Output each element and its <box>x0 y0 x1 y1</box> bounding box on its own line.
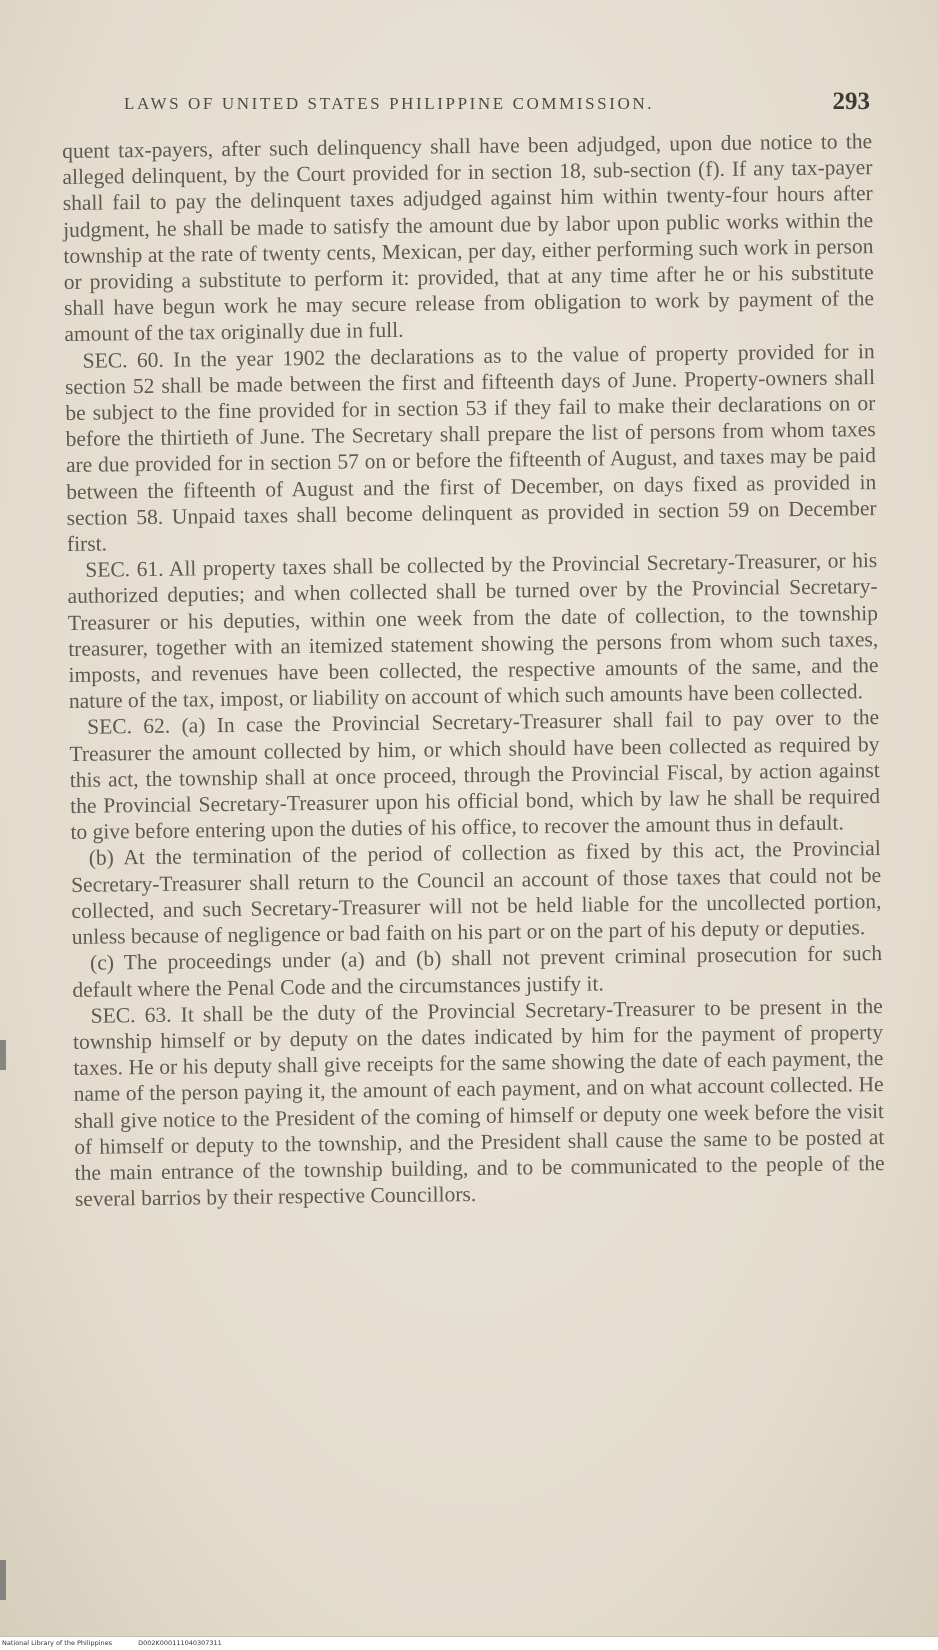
paragraph-sec-62a: SEC. 62. (a) In case the Provincial Secretary-Treasurer shall fail to pay over to the Treasurer the amount collected by him, or which should have been collected as required by this act, the township shall at once proceed, through the Provincial Fiscal, by action against the Provincial Secretary-Treasurer upon his official bond, which by law he shall be required to give before entering upon the duties of his office, to recover the amount thus in default. <box>69 705 881 845</box>
paragraph-sec-62c: (c) The proceedings under (a) and (b) shall not prevent criminal prosecution for such default where the Penal Code and the circumstances justify it. <box>72 941 883 1002</box>
page-number: 293 <box>832 88 870 115</box>
paragraph-sec-61: SEC. 61. All property taxes shall be collected by the Provincial Secretary-Treasurer, or his authorized deputies; and when collected shall be turned over by the Provincial Secretary-Treasurer or his deputies, within one week from the date of collection, to the township treasurer, together with an itemized statement showing the persons from whom such taxes, imposts, and revenues have been collected, the respective amounts of the same, and the nature of the tax, impost, or liability on account of which such amounts have been collected. <box>67 548 879 714</box>
footer-identifier: D002K000111040307311 <box>138 1639 222 1647</box>
paragraph-sec-60: SEC. 60. In the year 1902 the declarations as to the value of property provided for in section 52 shall be made between the first and fifteenth days of June. Property-owners shall be subject to the fine provided for in section 53 if they fail to make their declarations on or before the thirtieth of June. The Secretary shall prepare the list of persons from whom taxes are due provided for in section 57 on or before the fifteenth of August, and taxes may be paid between the fifteenth of August and the first of December, on days fixed as provided in section 58. Unpaid taxes shall become delinquent as provided in section 59 on December first. <box>64 338 877 557</box>
running-head: LAWS OF UNITED STATES PHILIPPINE COMMISSION. <box>124 94 655 113</box>
paragraph-continuation: quent tax-payers, after such delinquency shall have been adjudged, upon due notice to the alleged delinquent, by the Court provided for in section 18, sub-section (f). If any tax-payer shall fail to pay the delinquent taxes adjudged against him within twenty-four hours after judgment, he shall be made to satisfy the amount due by labor upon public works within the township at the rate of twenty cents, Mexican, per day, either performing such work in person or providing a substitute to perform it: provided, that at any time after he or his substitute shall have begun work he may secure release from obligation to work by payment of the amount of the tax originally due in full. <box>62 129 875 347</box>
scan-edge-mark <box>0 1040 6 1070</box>
paragraph-sec-62b: (b) At the termination of the period of collection as fixed by this act, the Provincial Secretary-Treasurer shall return to the Council an account of those taxes that could not be collected, and such Secretary-Treasurer will not be held liable for the uncollected portion, unless because of negligence or bad faith on his part or on the part of his deputy or deputies. <box>70 836 882 950</box>
paragraph-sec-63: SEC. 63. It shall be the duty of the Provincial Secretary-Treasurer to be present in the township himself or by deputy on the dates indicated by him for the payment of property taxes. He or his deputy shall give receipts for the same showing the date of each payment, the name of the person paying it, the amount of each payment, and on what account collected. He shall give notice to the President of the coming of himself or deputy one week before the visit of himself or deputy to the township, and the President shall cause the same to be posted at the main entrance of the township building, and to be communicated to the people of the several barrios by their respective Councillors. <box>72 993 885 1212</box>
body-text <box>62 128 885 1212</box>
scan-edge-mark <box>0 1560 6 1600</box>
footer-institution: National Library of the Philippines <box>2 1639 113 1647</box>
scan-footer <box>0 1636 938 1650</box>
page-header <box>58 88 870 122</box>
